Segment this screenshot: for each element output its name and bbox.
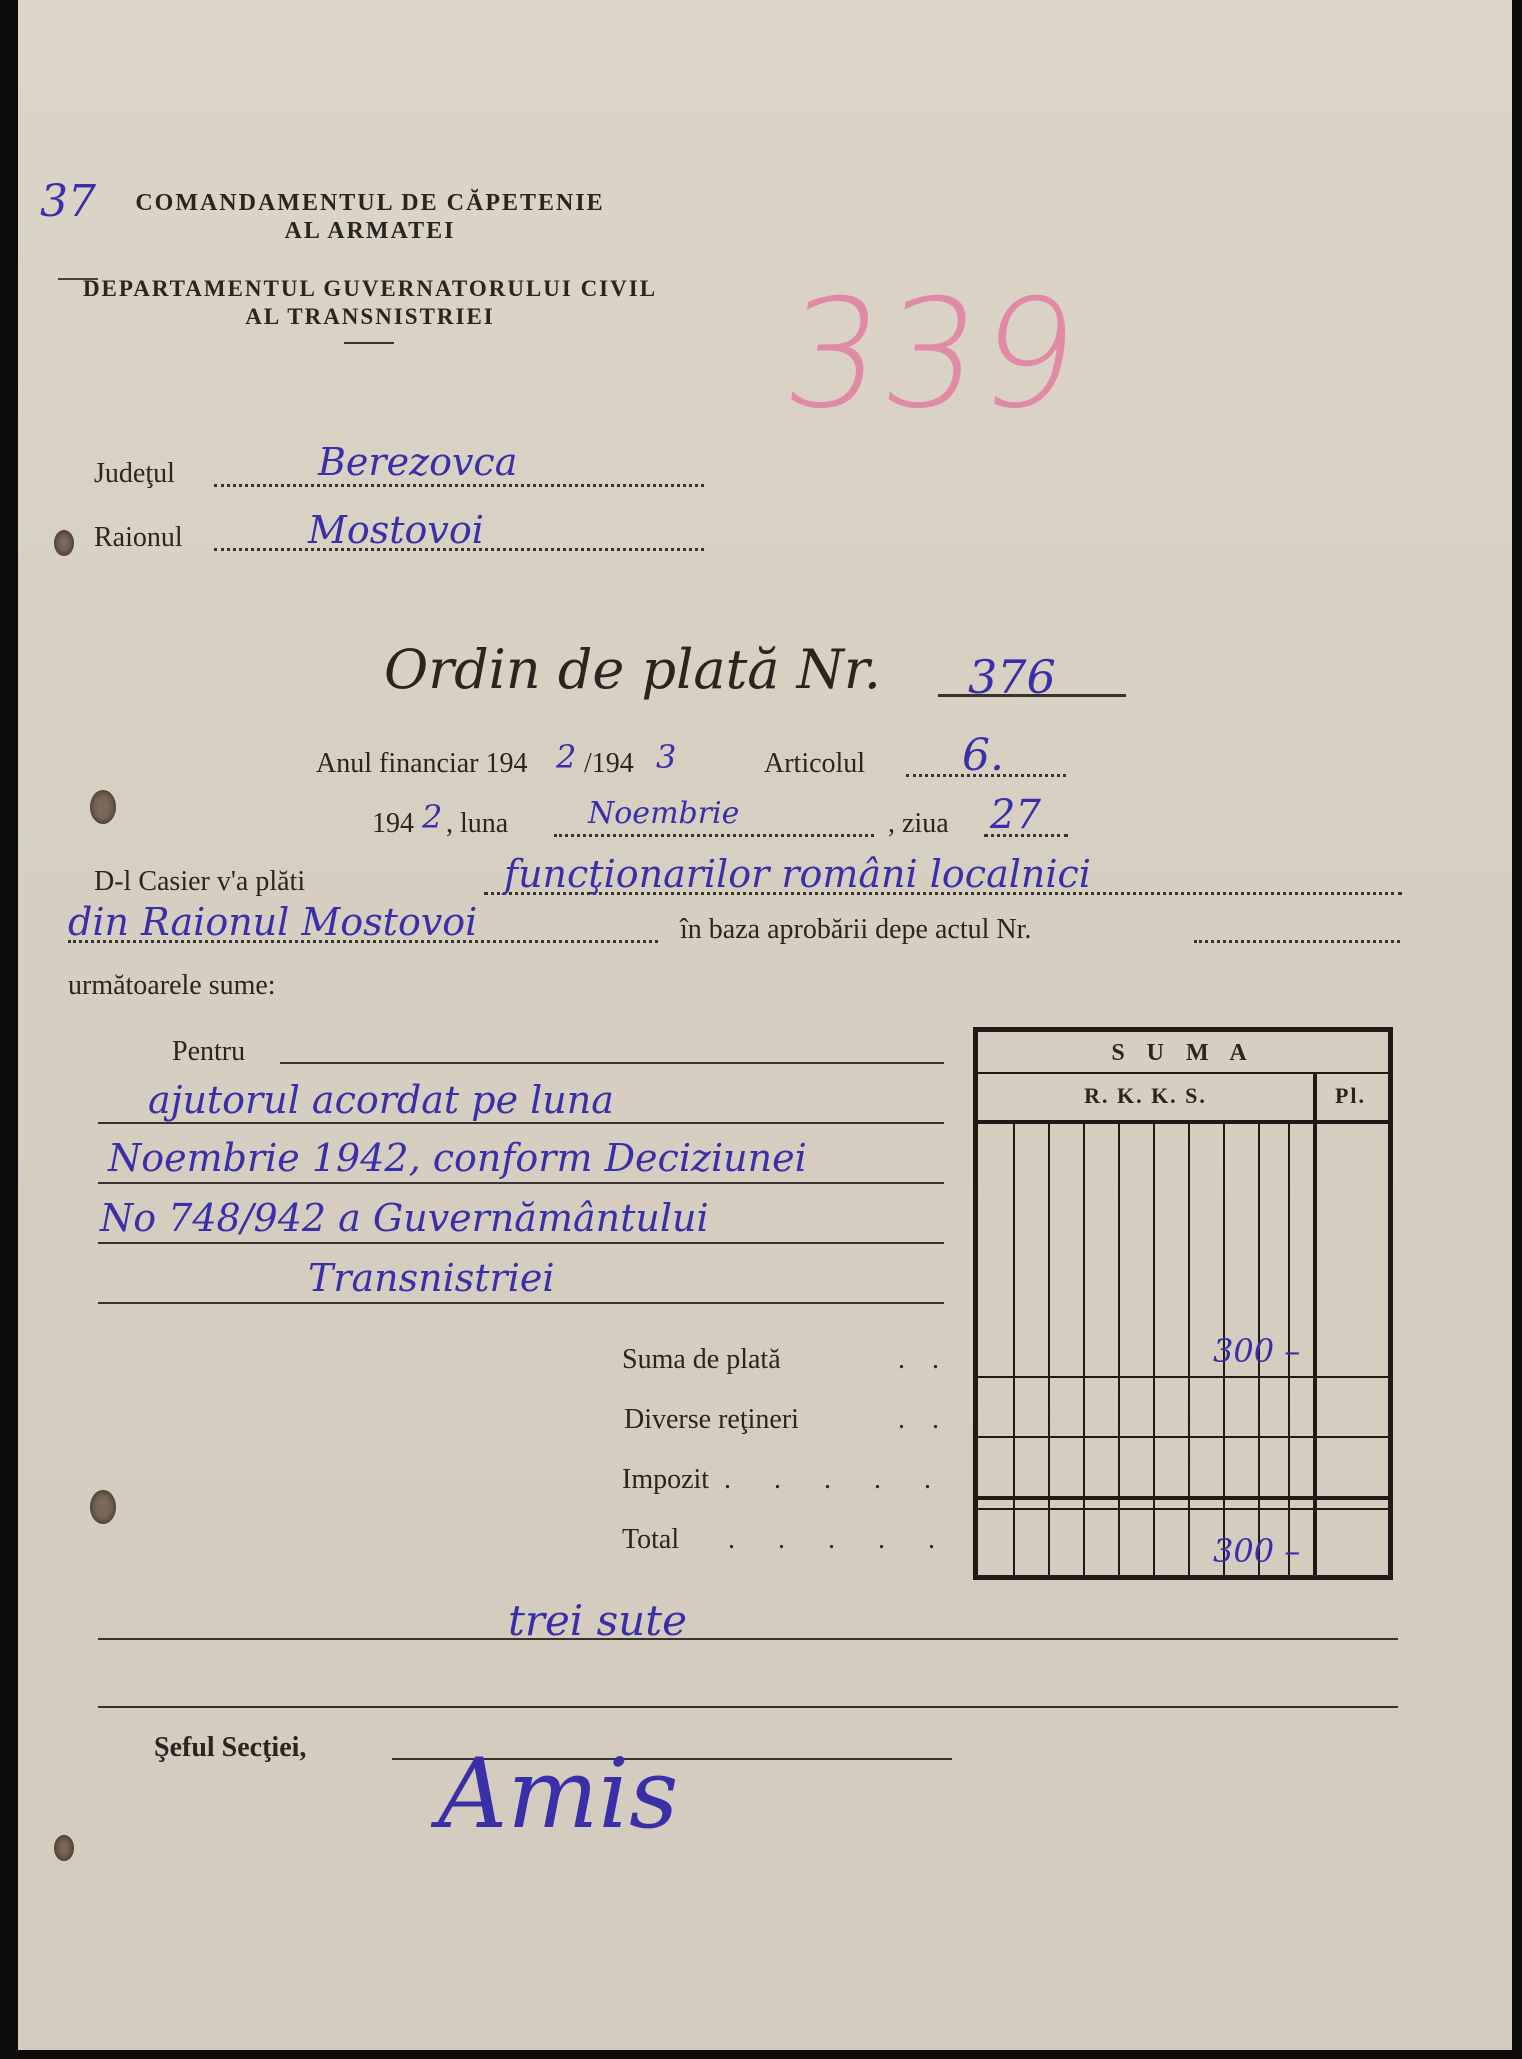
punch-hole [90, 1490, 116, 1524]
amount-in-words: trei sute [508, 1596, 687, 1645]
casier-value-1: funcţionarilor români localnici [504, 852, 1091, 896]
judetul-value: Berezovca [318, 440, 518, 484]
articol-label: Articolul [764, 748, 866, 779]
header-line-4: AL TRANSNISTRIEI [245, 304, 495, 329]
pentru-line-4: Transnistriei [308, 1256, 555, 1300]
year-end: 3 [656, 738, 677, 776]
casier-value-2: din Raionul Mostovoi [68, 900, 478, 944]
suma-table [973, 1027, 1393, 1580]
punch-hole [54, 530, 74, 556]
judetul-label: Judeţul [94, 458, 175, 489]
sef-label: Şeful Secţiei, [154, 1732, 307, 1763]
pentru-label: Pentru [172, 1036, 246, 1067]
impozit-label: Impozit [622, 1464, 710, 1495]
ziua-value: 27 [990, 792, 1041, 838]
articol-value: 6. [962, 730, 1004, 781]
year-slash: /194 [584, 748, 634, 779]
header-line-2: AL ARMATEI [284, 218, 456, 244]
pentru-line-1: ajutorul acordat pe luna [148, 1078, 614, 1122]
raionul-label: Raionul [94, 522, 183, 553]
luna-value: Noembrie [588, 796, 740, 831]
suma-label: Suma de plată [622, 1344, 781, 1375]
corner-mark: 37 [40, 176, 96, 227]
table-header: S U M A [1111, 1040, 1255, 1066]
year-start: 2 [556, 738, 577, 776]
header-line-3: DEPARTAMENTUL GUVERNATORULUI CIVIL [82, 276, 658, 301]
luna-label: , luna [446, 808, 509, 839]
retineri-label: Diverse reţineri [624, 1404, 799, 1435]
signature: Amis [438, 1738, 679, 1850]
document-page: 37 COMANDAMENTUL DE CĂPETENIE AL ARMATEI DEPARTAMENTUL GUVERNATORULUI CIVIL AL TRANSNISTRIEI 339 Judeţul Berezovca Raionul Mostovoi Ordin de plată Nr. 376 Anul financiar 194 2 /194 3 Articolul 6. 194 2 , luna Noembrie , ziua 27 D-l Casier v'a plăti funcţionarilor români localnici din Raionul Mostovoi în baza aprobării depe actul Nr. următoarele sume: Pentru ajutorul acordat pe luna Noembrie 1942, conform Deciziunei No 748/942 a Guvernământului Transnistriei Suma de plată . . Diverse reţineri . . Impozit . . . . . Total . . . . . S U M A R. K. K. S. Pl. 300 – 300 – trei sute Şeful Secţiei, Amis [18, 0, 1512, 2050]
total-value: 300 – [1213, 1532, 1301, 1570]
suma-value: 300 – [1213, 1332, 1301, 1370]
total-label: Total [622, 1524, 680, 1555]
table-col-rkks: R. K. K. S. [1084, 1083, 1207, 1108]
table-col-pl: Pl. [1334, 1083, 1367, 1108]
pentru-line-2: Noembrie 1942, conform Deciziunei [108, 1136, 807, 1180]
header-line-1: COMANDAMENTUL DE CĂPETENIE [135, 190, 605, 216]
page-title: Ordin de plată Nr. [384, 638, 881, 701]
urmatoarele-label: următoarele sume: [68, 970, 276, 1001]
punch-hole [90, 790, 116, 824]
casier-label: D-l Casier v'a plăti [94, 866, 306, 897]
pentru-line-3: No 748/942 a Guvernământului [100, 1196, 709, 1240]
year-digit: 2 [422, 798, 443, 836]
anul-label: Anul financiar 194 [316, 748, 528, 779]
ziua-label: , ziua [888, 808, 949, 839]
year-prefix: 194 [372, 808, 414, 839]
baza-label: în baza aprobării depe actul Nr. [680, 914, 1032, 945]
stamp-number: 339 [773, 268, 1091, 442]
order-number: 376 [968, 650, 1056, 704]
raionul-value: Mostovoi [308, 508, 484, 552]
punch-hole [54, 1835, 74, 1861]
